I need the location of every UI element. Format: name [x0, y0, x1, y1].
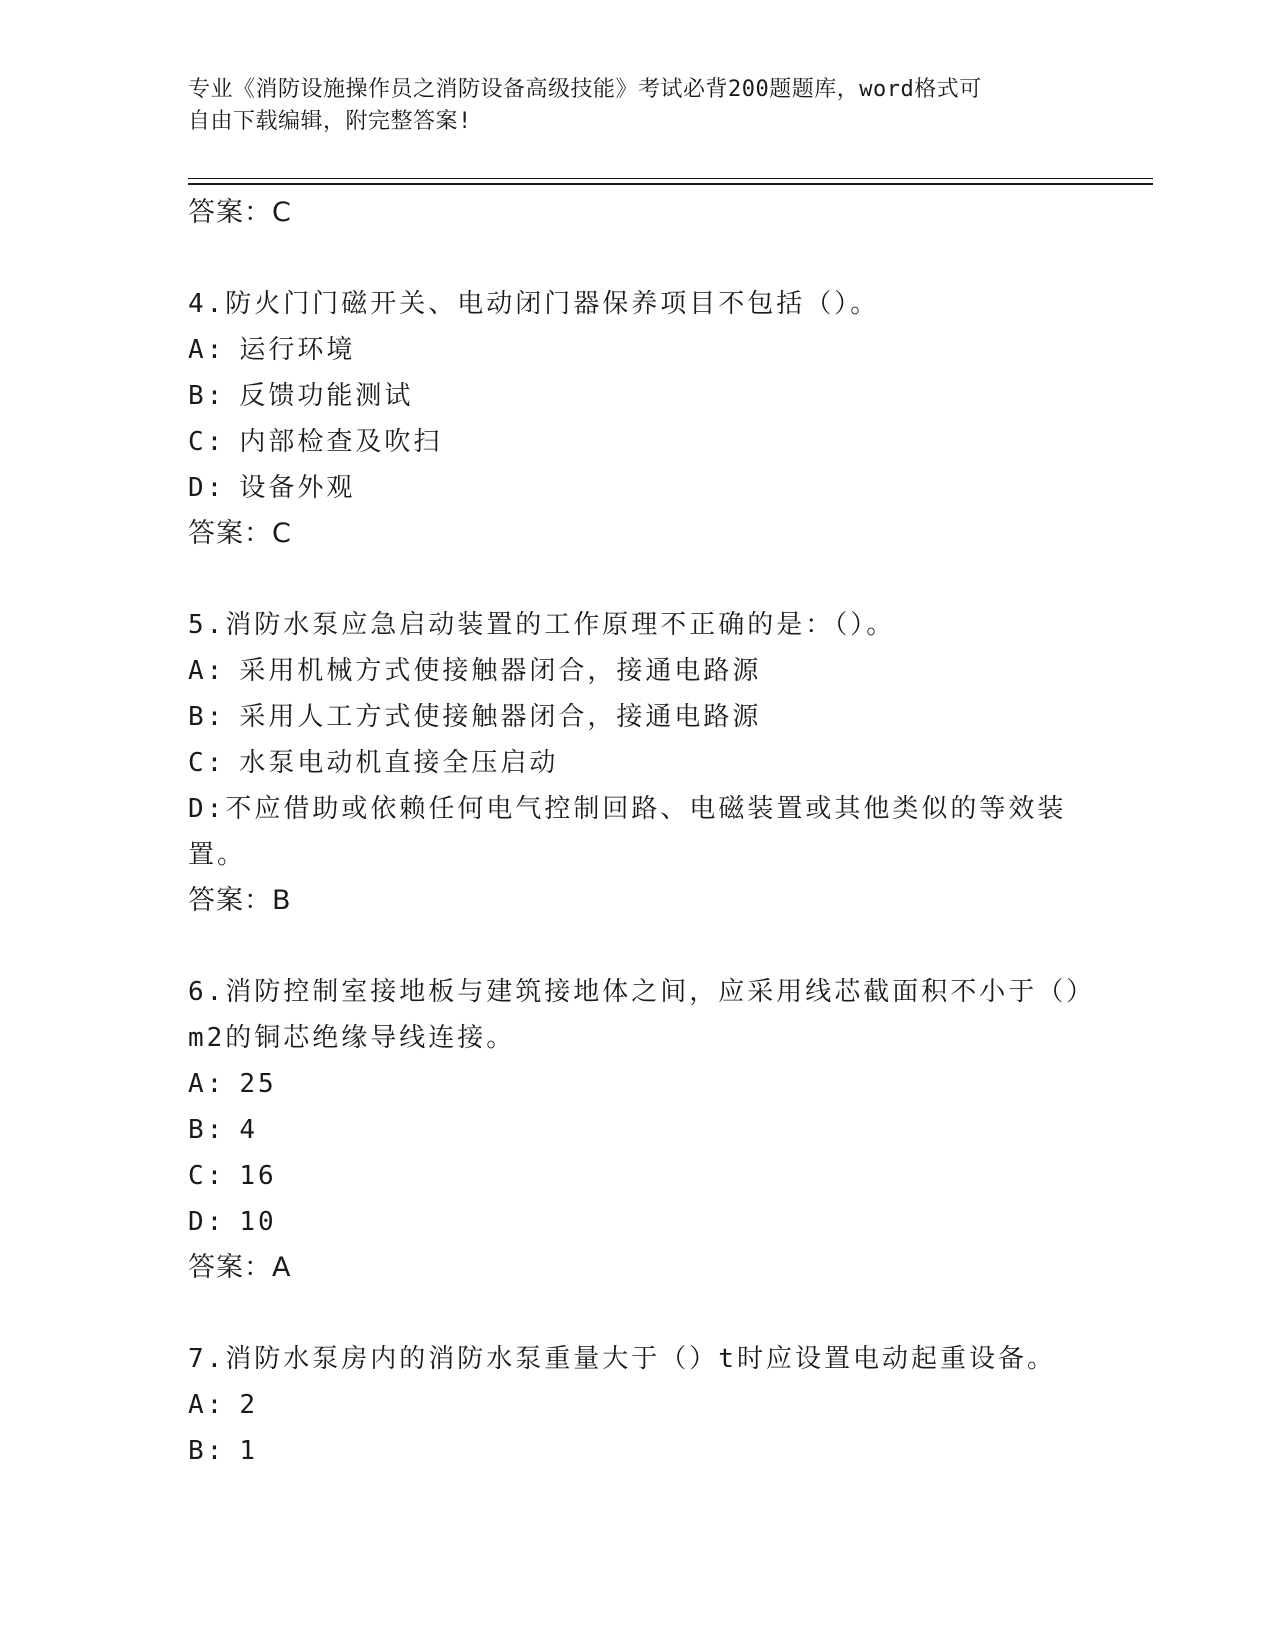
option-label: B: — [188, 1436, 226, 1466]
question-block — [188, 1336, 1088, 1474]
option-label: C: — [188, 1161, 226, 1191]
header-line-2: 自由下载编辑，附完整答案! — [188, 109, 472, 134]
option-text: 采用机械方式使接触器闭合，接通电路源 — [239, 656, 762, 686]
option-label: B: — [188, 1115, 226, 1145]
option-d — [188, 786, 1088, 878]
option-text: 1 — [239, 1436, 258, 1466]
question-block — [188, 602, 1088, 924]
option-text: 水泵电动机直接全压启动 — [239, 748, 559, 778]
option-label: C: — [188, 748, 226, 778]
question-stem: 7.消防水泵房内的消防水泵重量大于（）t时应设置电动起重设备。 — [188, 1344, 1056, 1374]
answer-line: 答案：A — [188, 1252, 292, 1283]
question-block — [188, 969, 1088, 1291]
option-label: D: — [188, 794, 226, 824]
option-label: B: — [188, 702, 226, 732]
option-text: 2 — [239, 1390, 258, 1420]
header-rule-thick — [188, 183, 1153, 185]
option-a — [188, 648, 1088, 694]
question-stem: 5.消防水泵应急启动装置的工作原理不正确的是：（）。 — [188, 610, 896, 640]
question-block — [188, 281, 1088, 557]
page-header — [188, 74, 1068, 138]
option-c — [188, 1153, 1088, 1199]
question-stem: 4.防火门门磁开关、电动闭门器保养项目不包括（）。 — [188, 289, 880, 319]
answer-line: 答案：C — [188, 197, 292, 228]
option-label: D: — [188, 473, 226, 503]
option-text: 内部检查及吹扫 — [239, 427, 443, 457]
option-text: 16 — [239, 1161, 277, 1191]
option-text: 10 — [239, 1207, 277, 1237]
option-label: D: — [188, 1207, 226, 1237]
question-list — [188, 190, 1088, 1474]
header-line-1: 专业《消防设施操作员之消防设备高级技能》考试必背200题题库，word格式可 — [188, 77, 982, 102]
option-c — [188, 740, 1088, 786]
option-text: 4 — [239, 1115, 258, 1145]
answer-line: 答案：C — [188, 518, 292, 549]
option-text: 25 — [239, 1069, 277, 1099]
question-stem: 6.消防控制室接地板与建筑接地体之间，应采用线芯截面积不小于（）m2的铜芯绝缘导线连接。 — [188, 977, 1083, 1053]
option-text: 设备外观 — [239, 473, 356, 503]
option-label: A: — [188, 335, 226, 365]
option-c — [188, 419, 1088, 465]
option-label: B: — [188, 381, 226, 411]
answer-line: 答案：B — [188, 885, 292, 916]
option-label: A: — [188, 656, 226, 686]
option-text: 采用人工方式使接触器闭合，接通电路源 — [239, 702, 762, 732]
option-b — [188, 373, 1088, 419]
option-label: A: — [188, 1069, 226, 1099]
header-rule-thin — [188, 178, 1153, 179]
option-a — [188, 327, 1088, 373]
option-b — [188, 694, 1088, 740]
option-text: 反馈功能测试 — [239, 381, 414, 411]
option-label: C: — [188, 427, 226, 457]
option-label: A: — [188, 1390, 226, 1420]
option-a — [188, 1061, 1088, 1107]
option-a — [188, 1382, 1088, 1428]
option-b — [188, 1428, 1088, 1474]
option-d — [188, 1199, 1088, 1245]
option-d — [188, 465, 1088, 511]
option-text: 运行环境 — [239, 335, 356, 365]
option-b — [188, 1107, 1088, 1153]
option-text: 不应借助或依赖任何电气控制回路、电磁装置或其他类似的等效装置。 — [188, 794, 1067, 870]
